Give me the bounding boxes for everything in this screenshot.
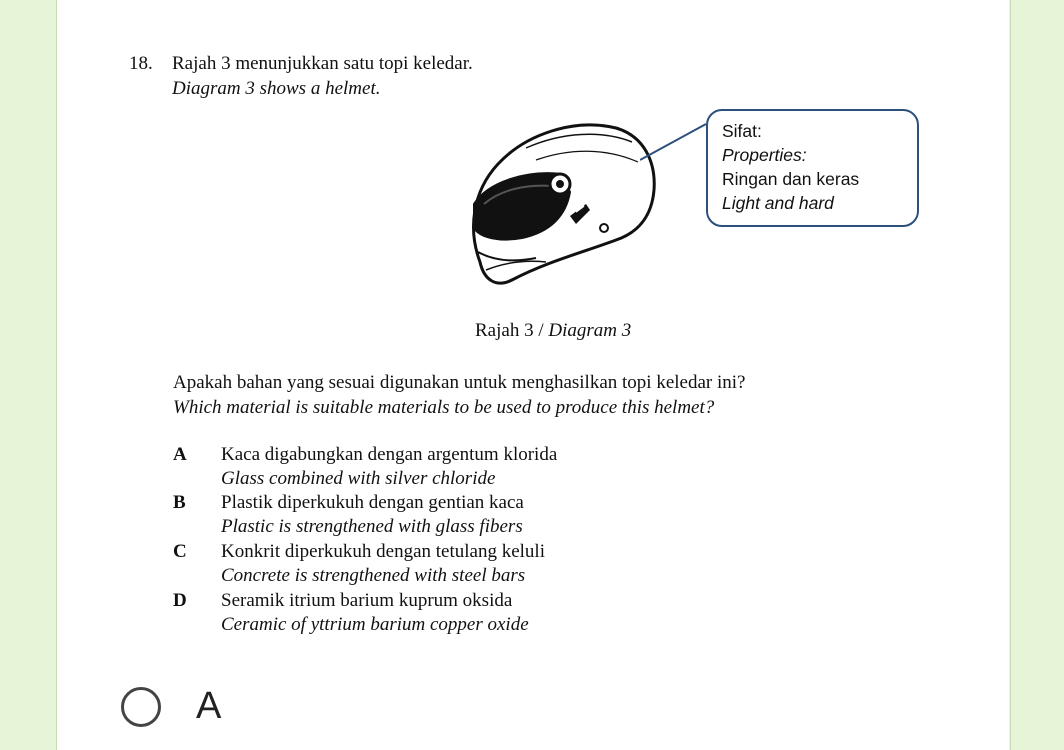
question-number: 18. [129, 53, 153, 74]
option-c-malay: Konkrit diperkukuh dengan tetulang keluli [221, 541, 545, 562]
option-a-letter: A [173, 444, 187, 465]
option-a-malay: Kaca digabungkan dengan argentum klorida [221, 444, 558, 465]
option-d-malay: Seramik itrium barium kuprum oksida [221, 590, 513, 611]
diagram-caption [475, 320, 631, 342]
option-b-letter: B [173, 492, 186, 513]
properties-callout [706, 109, 919, 227]
option-c-english: Concrete is strengthened with steel bars [221, 565, 526, 586]
caption-malay: Rajah 3 / [475, 320, 549, 341]
question-prompt-english: Which material is suitable materials to be used to produce this helmet? [173, 397, 715, 418]
option-d-letter: D [173, 590, 187, 611]
question-prompt-malay: Apakah bahan yang sesuai digunakan untuk menghasilkan topi keledar ini? [173, 372, 746, 393]
callout-label-english: Properties: [722, 145, 807, 165]
option-c-letter: C [173, 541, 187, 562]
question-title-english: Diagram 3 shows a helmet. [172, 78, 381, 99]
option-d-english: Ceramic of yttrium barium copper oxide [221, 614, 529, 635]
caption-english: Diagram 3 [548, 320, 632, 341]
callout-value-english: Light and hard [722, 193, 834, 213]
helmet-illustration [466, 112, 666, 297]
answer-choice-label[interactable]: A [196, 685, 222, 727]
callout-label-malay: Sifat: [722, 121, 762, 141]
right-margin-strip [1010, 0, 1064, 750]
option-b-malay: Plastik diperkukuh dengan gentian kaca [221, 492, 524, 513]
question-title-malay: Rajah 3 menunjukkan satu topi keledar. [172, 53, 473, 74]
option-a-english: Glass combined with silver chloride [221, 468, 496, 489]
option-b-english: Plastic is strengthened with glass fibers [221, 516, 523, 537]
callout-value-malay: Ringan dan keras [722, 169, 860, 189]
answer-radio-button[interactable] [121, 687, 161, 727]
left-margin-strip [0, 0, 57, 750]
